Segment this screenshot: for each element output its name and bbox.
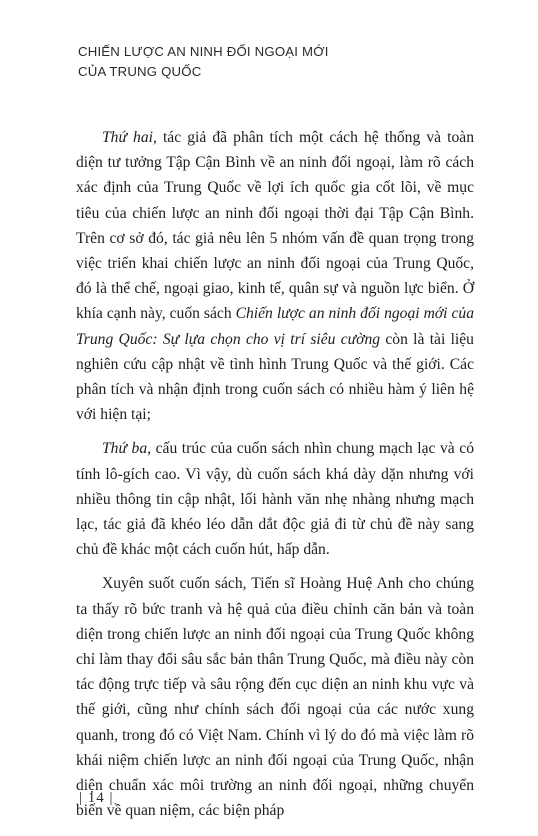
paragraph-lead: Thứ hai, bbox=[102, 129, 157, 146]
paragraph-text: tác giả đã phân tích một cách hệ thống và toàn diện tư tưởng Tập Cận Bình về an ninh đối ngoại, làm rõ cách xác định của Trung Quốc về lợi ích quốc gia cốt lõi, về mục tiêu của chiến lược an ninh đối ngoại thời đại Tập Cận Bình. Trên cơ sở đó, tác giả nêu lên 5 nhóm vấn đề quan trọng trong việc triển khai chiến lược an ninh đối ngoại của Trung Quốc, đó là thể chế, ngoại giao, kinh tế, quân sự và nguồn lực biển. Ở khía cạnh này, cuốn sách bbox=[76, 129, 474, 323]
paragraph-thu-hai bbox=[76, 125, 474, 427]
paragraph-thu-ba bbox=[76, 436, 474, 562]
paragraph-text: Xuyên suốt cuốn sách, Tiến sĩ Hoàng Huệ Anh cho chúng ta thấy rõ bức tranh và hệ quả của điều chỉnh căn bản và toàn diện trong chiến lược an ninh đối ngoại của Trung Quốc không chỉ làm thay đổi sâu sắc bản thân Trung Quốc, mà điều này còn tác động trực tiếp và sâu rộng đến cục diện an ninh khu vực và thế giới, cũng như chính sách đối ngoại của các nước xung quanh, trong đó có Việt Nam. Chính vì lý do đó mà việc làm rõ khái niệm chiến lược an ninh đối ngoại của Trung Quốc, nhận diện chuẩn xác môi trường an ninh đối ngoại, những chuyển biến về quan niệm, các biện pháp bbox=[76, 575, 474, 820]
page-number: | 14 | bbox=[79, 790, 114, 806]
book-title: Chiến lược an ninh đối ngoại mới của Trung Quốc: Sự lựa chọn cho vị trí siêu cường bbox=[76, 305, 474, 348]
paragraph-text: cấu trúc của cuốn sách nhìn chung mạch lạc và có tính lô-gích cao. Vì vậy, dù cuốn sách khá dày dặn nhưng với nhiều thông tin cập nhật, lối hành văn nhẹ nhàng nhưng mạch lạc, tác giả đã khéo léo dẫn dắt độc giả đi từ chủ đề này sang chủ đề khác một cách cuốn hút, hấp dẫn. bbox=[76, 440, 474, 559]
paragraph-xuyen-suot bbox=[76, 571, 474, 823]
paragraph-text-continued: còn là tài liệu nghiên cứu cập nhật về tình hình Trung Quốc và thế giới. Các phân tích và nhận định trong cuốn sách có nhiều hàm ý liên hệ với hiện tại; bbox=[76, 330, 474, 424]
body-text bbox=[76, 125, 474, 832]
running-header bbox=[78, 42, 458, 82]
paragraph-lead: Thứ ba, bbox=[102, 440, 152, 458]
running-header-line-2: CỦA TRUNG QUỐC bbox=[78, 64, 202, 79]
running-header-line-1: CHIẾN LƯỢC AN NINH ĐỐI NGOẠI MỚI bbox=[78, 44, 329, 59]
